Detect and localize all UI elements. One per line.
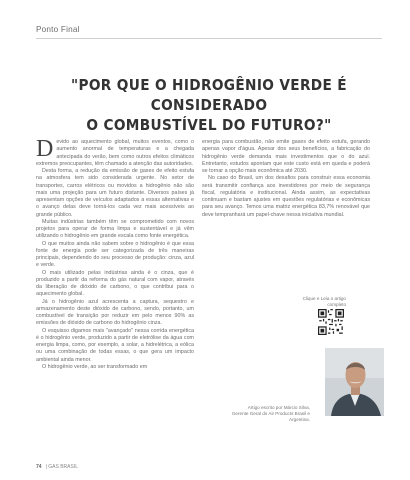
page-number: 74 — [36, 464, 42, 470]
paragraph: O esquisso digamos mais "avançado" nessa corrida energética é o hidrogênio verde, produzido a partir de eletrólise da água com energia limpa, como, por exemplo, a solar, a hidrelétrica, a eólica ou uma combinação de todas essas, o que gera um impacto ambiental ainda menor. — [36, 327, 194, 363]
qr-code-icon[interactable] — [318, 309, 344, 335]
paragraph: O que muitos ainda não sabem sobre o hidrogênio é que essa fonte de energia pode ser categorizada de três maneiras principais, dependendo do seu processo de produção: cinza, azul e verde. — [36, 240, 194, 269]
qr-caption: Clique e Leia o artigo completo — [302, 296, 346, 307]
paragraph: Desta forma, a redução da emissão de gases de efeito estufa na atmosfera tem sido considerada urgente. No setor de transportes, carros elétricos ou movidos a hidrogênio não são mais uma projeção para um futuro distante. Diversos países já apresentam opções de veículos adaptados a essas alternativas e o avanço delas deve torná-los cada vez mais acessíveis ao grande público. — [36, 168, 194, 218]
headline-line-2: O COMBUSTÍVEL DO FUTURO?" — [86, 116, 332, 134]
paragraph: O mais utilizado pelas indústrias ainda é o cinza, que é produzido a partir da reforma do gás natural com vapor, através da liberação de dióxido de carbono, o que contribui para o aquecimento global. — [36, 269, 194, 298]
paragraph: No caso do Brasil, um dos desafios para construir essa economia será transmitir confiança aos investidores por meio de segurança fiscal, regulatória e institucional. Ainda assim, as expectativas continuam e bastam ajustes em questões regulatórias e econômicas para seu avanço. Temos uma matriz energética 83,7% renovável que deve tempranhará um papel-chave nessa iniciativa mundial. — [202, 175, 370, 218]
article-column-1 — [36, 136, 194, 459]
magazine-name: | GAS BRASIL — [45, 464, 78, 470]
author-photo — [325, 348, 384, 416]
paragraph: energia para combustão, não emite gases de efeito estufa, gerando apenas vapor d'água. Apesar dos seus benefícios, a fabricação do hidrogênio verde demanda mais investimentos que o do azul. Entretanto, estudos apontam que este custo está em queda e poderá se tornar a opção mais econômica até 2030. — [202, 139, 370, 174]
article-headline — [36, 75, 382, 135]
section-label: Ponto Final — [36, 25, 80, 34]
paragraph: Devido ao aquecimento global, muitos eventos, como o aumento anormal de temperaturas e a chegada antecipada do verão, bem como outros efeitos climáticos extremos preocupantes, têm chamado a atenção das autoridades. — [36, 136, 194, 167]
paragraph: O hidrogênio verde, ao ser transformado em — [42, 363, 148, 370]
article-column-2 — [202, 139, 370, 289]
paragraph: Já o hidrogênio azul acrescenta a captura, sequestro e armazenamento deste dióxido de carbono, sendo, portanto, um combustível de transição por reduzir em pelo menos 90% as emissões de dióxido de carbono do hidrogênio cinza. — [36, 298, 194, 327]
headline-line-1: "POR QUE O HIDROGÊNIO VERDE É CONSIDERADO — [71, 76, 347, 114]
drop-cap: D — [36, 136, 54, 162]
paragraph: Muitas indústrias também têm se comprometido com novos projetos para operar de forma limpa e sustentável e já vêm utilizando o hidrogênio em grande escala como fonte energética. — [36, 218, 194, 240]
header-divider — [36, 38, 382, 39]
page-footer — [36, 464, 78, 470]
photo-caption: Artigo escrito por Márcio Silva, Gerente Geral do Air Products Brasil e Argentina. — [231, 405, 310, 422]
